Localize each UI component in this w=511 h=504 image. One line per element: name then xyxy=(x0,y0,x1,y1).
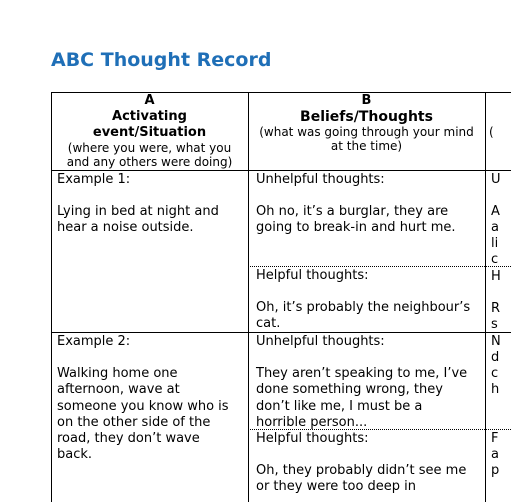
c-fragment: N xyxy=(491,334,501,349)
helpful-label: Helpful thoughts: xyxy=(256,431,369,446)
c-fragment: H xyxy=(491,269,501,284)
column-b-header xyxy=(248,93,485,153)
unhelpful-line: They aren’t speaking to me, I’ve xyxy=(256,366,468,382)
column-b-subheading-line: at the time) xyxy=(330,139,403,153)
column-a-header xyxy=(51,93,248,169)
situation-line: back. xyxy=(57,447,93,463)
situation-line: Lying in bed at night and xyxy=(57,204,219,220)
abc-table xyxy=(51,92,511,502)
example-2-unhelpful-cell xyxy=(256,334,486,431)
situation-line: someone you know who is xyxy=(57,398,229,414)
example-2-column-c-fragment xyxy=(491,334,499,504)
helpful-line: or they were too deep in xyxy=(256,479,417,495)
column-b-letter: B xyxy=(361,93,372,108)
c-fragment: U xyxy=(491,172,501,187)
page-title: ABC Thought Record xyxy=(51,49,272,71)
example-1-helpful-cell xyxy=(256,268,486,333)
example-1-situation-cell xyxy=(57,172,247,237)
c-fragment: li xyxy=(491,236,499,251)
example-1-label: Example 1: xyxy=(57,172,131,187)
situation-line: afternoon, wave at xyxy=(57,382,180,398)
c-fragment: d xyxy=(491,350,500,365)
column-divider-ab xyxy=(248,92,249,502)
situation-line: road, they don’t wave xyxy=(57,431,200,447)
unhelpful-label: Unhelpful thoughts: xyxy=(256,334,385,349)
c-fragment: c xyxy=(491,366,499,381)
unhelpful-label: Unhelpful thoughts: xyxy=(256,172,385,187)
c-fragment: s xyxy=(491,317,498,332)
c-fragment: a xyxy=(491,447,499,462)
c-fragment: h xyxy=(491,382,500,397)
c-fragment: F xyxy=(491,431,499,446)
unhelpful-line: don’t like me, I must be a xyxy=(256,398,423,414)
helpful-line: Oh, they probably didn’t see me xyxy=(256,463,467,479)
unhelpful-line: Oh no, it’s a burglar, they are xyxy=(256,204,449,220)
column-a-subheading-line: (where you were, what you xyxy=(67,141,232,155)
situation-line: hear a noise outside. xyxy=(57,220,194,236)
header-bottom-border xyxy=(51,170,511,171)
column-c-header-fragment xyxy=(489,125,494,139)
unhelpful-line: done something wrong, they xyxy=(256,382,443,398)
column-a-subheading-line: and any others were doing) xyxy=(66,155,233,169)
helpful-line: Oh, it’s probably the neighbour’s xyxy=(256,300,471,316)
c-fragment: c xyxy=(491,252,499,267)
column-b-heading: Beliefs/Thoughts xyxy=(300,109,433,125)
situation-line: Walking home one xyxy=(57,366,178,382)
situation-line: on the other side of the xyxy=(57,414,211,430)
c-fragment: A xyxy=(491,204,500,219)
example-1-unhelpful-cell xyxy=(256,172,486,237)
column-a-heading-line: Activating xyxy=(112,109,187,124)
helpful-line: cat. xyxy=(256,316,281,332)
helpful-label: Helpful thoughts: xyxy=(256,268,369,283)
column-a-letter: A xyxy=(144,93,155,108)
c-fragment: a xyxy=(491,220,499,235)
example-2-situation-cell xyxy=(57,334,247,463)
example-2-helpful-cell xyxy=(256,431,486,496)
c-fragment: R xyxy=(491,301,501,316)
column-c-subheading: ( xyxy=(489,125,494,139)
unhelpful-line: going to break-in and hurt me. xyxy=(256,220,456,236)
c-fragment: p xyxy=(491,463,500,478)
column-a-heading-line: event/Situation xyxy=(92,125,207,140)
dotted-divider-ex1 xyxy=(248,266,511,267)
unhelpful-line: horrible person... xyxy=(256,414,368,430)
column-b-subheading-line: (what was going through your mind xyxy=(259,125,474,139)
example-1-column-c-fragment xyxy=(491,172,499,332)
example-2-label: Example 2: xyxy=(57,334,131,349)
